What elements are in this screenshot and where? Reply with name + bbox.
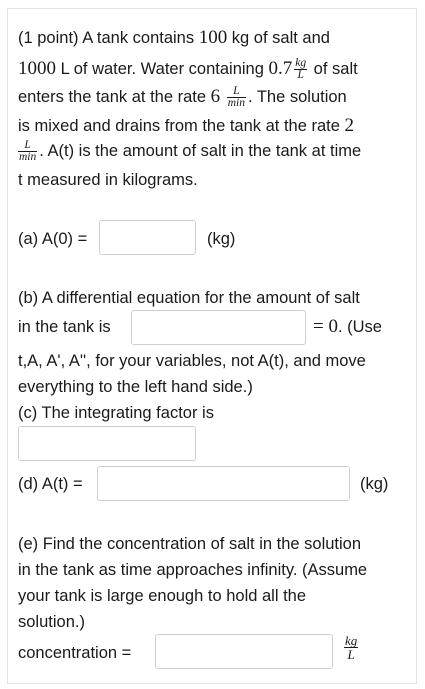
part-b-answer-input[interactable] xyxy=(132,311,305,344)
inflow-rate: 6 xyxy=(210,86,221,107)
part-e-label: concentration = xyxy=(18,644,132,662)
part-a-answer-box[interactable] xyxy=(99,220,196,255)
part-a-answer-input[interactable] xyxy=(100,221,195,254)
problem-text: . A(t) is the amount of salt in the tank at time xyxy=(39,142,362,160)
part-e-answer-input[interactable] xyxy=(156,635,332,668)
problem-line-4 xyxy=(18,115,354,137)
part-e-line-1: (e) Find the concentration of salt in the solution xyxy=(18,535,362,553)
problem-text: is mixed and drains from the tank at the rate xyxy=(18,117,345,135)
problem-text: enters the tank at the rate xyxy=(18,88,211,106)
problem-text: kg of salt and xyxy=(227,29,330,47)
problem-text: . The solution xyxy=(247,88,347,106)
problem-text: t measured in kilograms. xyxy=(18,171,198,189)
problem-line-2 xyxy=(18,58,358,81)
part-b-line-2: in the tank is xyxy=(18,318,111,336)
part-b-answer-box[interactable] xyxy=(131,310,306,345)
part-d-answer-input[interactable] xyxy=(98,467,349,500)
problem-text: L of water. Water containing xyxy=(56,60,269,78)
inflow-concentration: 0.7 xyxy=(268,58,293,79)
part-a-unit: (kg) xyxy=(207,230,236,248)
part-c-label: (c) The integrating factor is xyxy=(18,404,214,422)
part-b-line-1: (b) A differential equation for the amount of salt xyxy=(18,289,360,307)
part-e-line-3: your tank is large enough to hold all the xyxy=(18,587,307,605)
water-amount: 1000 xyxy=(18,58,56,79)
salt-amount: 100 xyxy=(198,27,228,48)
unit-kg-per-L: $\frac{kg}{L}$ xyxy=(295,57,307,82)
unit-L-per-min: $\frac{L}{\min}$ xyxy=(19,139,37,164)
problem-card xyxy=(7,8,417,684)
outflow-rate: 2 xyxy=(344,115,354,136)
part-d-answer-box[interactable] xyxy=(97,466,350,501)
part-e-answer-box[interactable] xyxy=(155,634,333,669)
part-b-equals-zero: = 0. (Use xyxy=(313,316,382,337)
problem-text: of salt xyxy=(309,60,358,78)
part-c-answer-box[interactable] xyxy=(18,426,196,461)
unit-L-per-min: $\frac{L}{\min}$ xyxy=(227,85,245,110)
problem-line-5 xyxy=(18,140,361,163)
part-e-unit: $\frac{kg}{L}$ xyxy=(345,633,358,662)
part-c-answer-input[interactable] xyxy=(19,427,195,460)
part-d-label: (d) A(t) = xyxy=(18,475,83,493)
problem-text: (1 point) A tank contains xyxy=(18,29,199,47)
part-e-line-4: solution.) xyxy=(18,613,85,631)
part-e-line-2: in the tank as time approaches infinity. (Assume xyxy=(18,561,368,579)
part-a-label: (a) A(0) = xyxy=(18,230,88,248)
problem-line-1 xyxy=(18,27,330,49)
problem-line-3 xyxy=(18,86,347,109)
part-b-line-3: t,A, A', A'', for your variables, not A(t), and move xyxy=(18,352,366,370)
part-b-line-4: everything to the left hand side.) xyxy=(18,378,253,396)
problem-line-6 xyxy=(18,169,198,191)
part-d-unit: (kg) xyxy=(360,475,389,493)
